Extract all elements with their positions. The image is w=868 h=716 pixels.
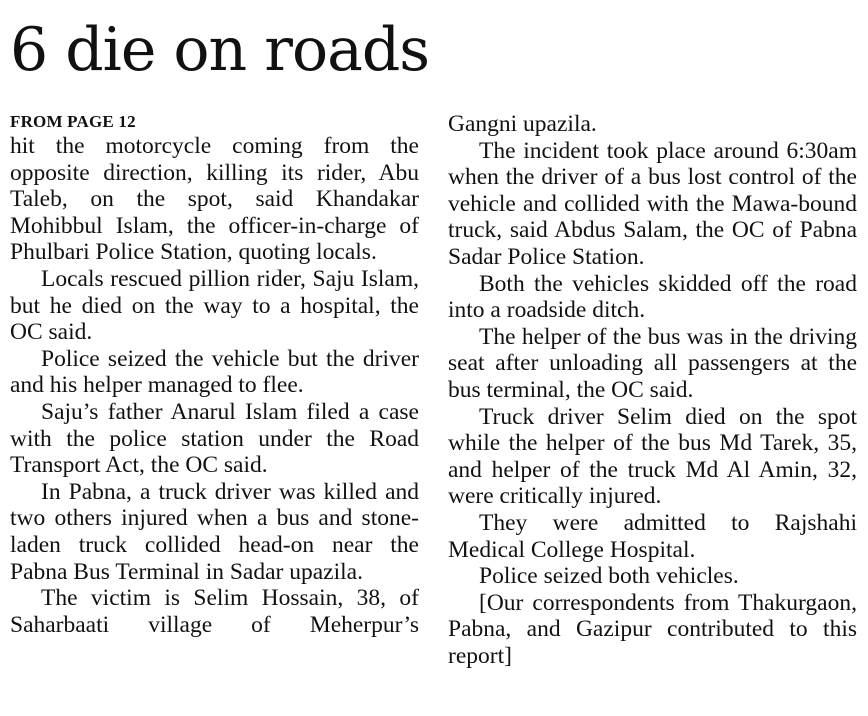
paragraph: hit the motorcycle coming from the opposite direction, killing its rider, Abu Taleb, on the spot, said Khandakar Mohibbul Islam, the officer-in-charge of Phulbari Police Station, quoting locals.	[10, 133, 419, 266]
paragraph: Police seized both vehicles.	[479, 563, 739, 590]
continuation-kicker: FROM PAGE 12	[10, 112, 136, 131]
paragraph: Both the vehicles skidded off the road into a roadside ditch.	[448, 270, 857, 324]
paragraph: Truck driver Selim died on the spot while the helper of the bus Md Tarek, 35, and helper of the truck Md Al Amin, 32, were critically injured.	[448, 403, 857, 510]
paragraph: Police seized the vehicle but the driver and his helper managed to flee.	[10, 345, 419, 399]
paragraph: Gangni upazila.	[448, 111, 597, 137]
paragraph: The incident took place around 6:30am when the driver of a bus lost control of the vehicle and collided with the Mawa-bound truck, said Abdus Salam, the OC of Pabna Sadar Police Station.	[448, 137, 857, 270]
paragraph: [Our correspondents from Thakurgaon, Pabna, and Gazipur contributed to this report]	[448, 589, 857, 669]
paragraph: In Pabna, a truck driver was killed and two others injured when a bus and stone-laden truck collided head-on near the Pabna Bus Terminal in Sadar upazila.	[10, 478, 419, 585]
article-column-right	[448, 111, 857, 669]
headline: 6 die on roads	[10, 15, 430, 85]
paragraph: Locals rescued pillion rider, Saju Islam, but he died on the way to a hospital, the OC said.	[10, 265, 419, 346]
paragraph: Saju’s father Anarul Islam filed a case with the police station under the Road Transport Act, the OC said.	[10, 398, 419, 479]
paragraph: The victim is Selim Hossain, 38, of Saharbaati village of Meherpur’s	[10, 585, 419, 638]
paragraph: They were admitted to Rajshahi Medical College Hospital.	[448, 509, 857, 563]
article-column-left	[10, 111, 419, 638]
paragraph: The helper of the bus was in the driving seat after unloading all passengers at the bus terminal, the OC said.	[448, 323, 857, 403]
